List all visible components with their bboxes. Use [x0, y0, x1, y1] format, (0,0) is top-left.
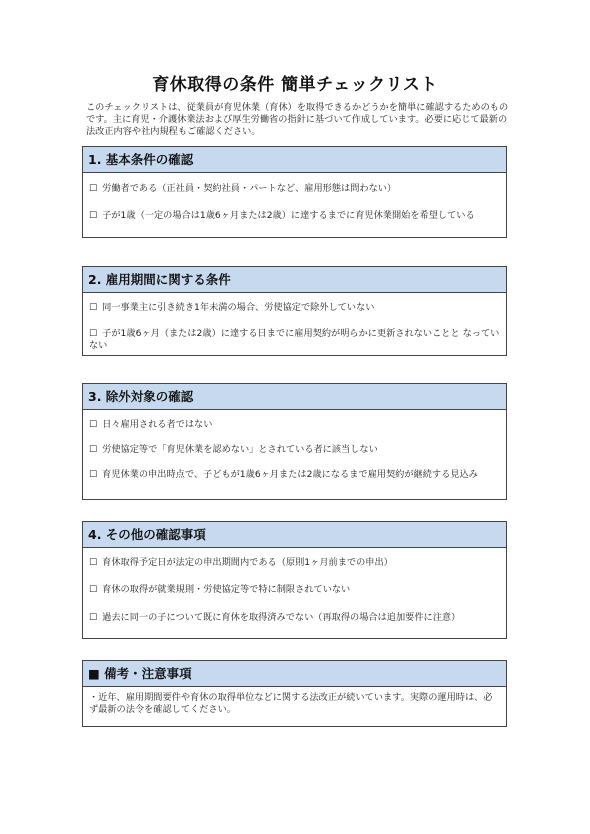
- section-heading: 1. 基本条件の確認: [83, 147, 506, 173]
- intro-text: このチェックリストは、従業員が育児休業（育休）を取得できるかどうかを簡単に確認するためのものです。主に育児・介護休業法および厚生労働省の指針に基づいて作成しています。必要に応じて最新の法改正内容や社内規程もご確認ください。: [86, 102, 509, 137]
- checkbox-icon[interactable]: ☐: [89, 469, 98, 480]
- checkbox-icon[interactable]: ☐: [89, 302, 98, 313]
- section-heading: 2. 雇用期間に関する条件: [83, 267, 506, 293]
- checkbox-icon[interactable]: ☐: [89, 612, 98, 623]
- checklist-item[interactable]: [83, 302, 506, 314]
- checklist-item[interactable]: [83, 210, 506, 222]
- notes-text: ・近年、雇用期間要件や育休の取得単位などに関する法改正が続いています。実際の運用時は、必ず最新の法令を確認してください。: [89, 692, 493, 715]
- checklist-item-label: 育休取得予定日が法定の申出期間内である（原則1ヶ月前までの申出）: [102, 557, 393, 568]
- checklist-item[interactable]: [83, 557, 506, 569]
- checkbox-icon[interactable]: ☐: [89, 444, 98, 455]
- checkbox-icon[interactable]: ☐: [89, 210, 98, 221]
- checklist-item-label: 労働者である（正社員・契約社員・パートなど、雇用形態は問わない）: [102, 183, 397, 194]
- section-heading: 4. その他の確認事項: [83, 522, 506, 548]
- checklist-item[interactable]: [83, 183, 506, 195]
- section-exclusions: [82, 383, 507, 500]
- checkbox-icon[interactable]: ☐: [89, 328, 98, 339]
- section-employment-period: [82, 266, 507, 356]
- checklist-item-label: 同一事業主に引き続き1年未満の場合、労使協定で除外していない: [102, 302, 375, 313]
- checklist-item-label: 日々雇用される者ではない: [102, 419, 213, 430]
- checklist-item[interactable]: [83, 469, 506, 481]
- checklist-item-label: 育児休業の申出時点で、子どもが1歳6ヶ月または2歳になるまで雇用契約が継続する見込み: [102, 469, 478, 480]
- section-notes: [82, 660, 507, 727]
- checklist-item-label: 育休の取得が就業規則・労使協定等で特に制限されていない: [102, 584, 351, 595]
- page-title: 育休取得の条件 簡単チェックリスト: [152, 75, 438, 95]
- checkbox-icon[interactable]: ☐: [89, 557, 98, 568]
- checklist-item-label: 過去に同一の子について既に育休を取得済みでない（再取得の場合は追加要件に注意）: [102, 612, 461, 623]
- checklist-item-label: 子が1歳（一定の場合は1歳6ヶ月または2歳）に達するまでに育児休業開始を希望している: [102, 210, 475, 221]
- section-other-checks: [82, 521, 507, 639]
- notes-heading: ■ 備考・注意事項: [83, 661, 506, 687]
- checkbox-icon[interactable]: ☐: [89, 419, 98, 430]
- section-heading: 3. 除外対象の確認: [83, 384, 506, 410]
- checklist-item[interactable]: [83, 612, 506, 624]
- checklist-item[interactable]: [83, 584, 506, 596]
- checklist-item[interactable]: [83, 419, 506, 431]
- checklist-item[interactable]: [83, 444, 506, 456]
- section-basic-conditions: [82, 146, 507, 238]
- checklist-item-label: 子が1歳6ヶ月（または2歳）に達する日までに雇用契約が明らかに更新されないことと なっていない: [89, 328, 500, 351]
- checkbox-icon[interactable]: ☐: [89, 183, 98, 194]
- checklist-item-label: 労使協定等で「育児休業を認めない」とされている者に該当しない: [102, 444, 378, 455]
- checkbox-icon[interactable]: ☐: [89, 584, 98, 595]
- checklist-item[interactable]: [83, 328, 506, 352]
